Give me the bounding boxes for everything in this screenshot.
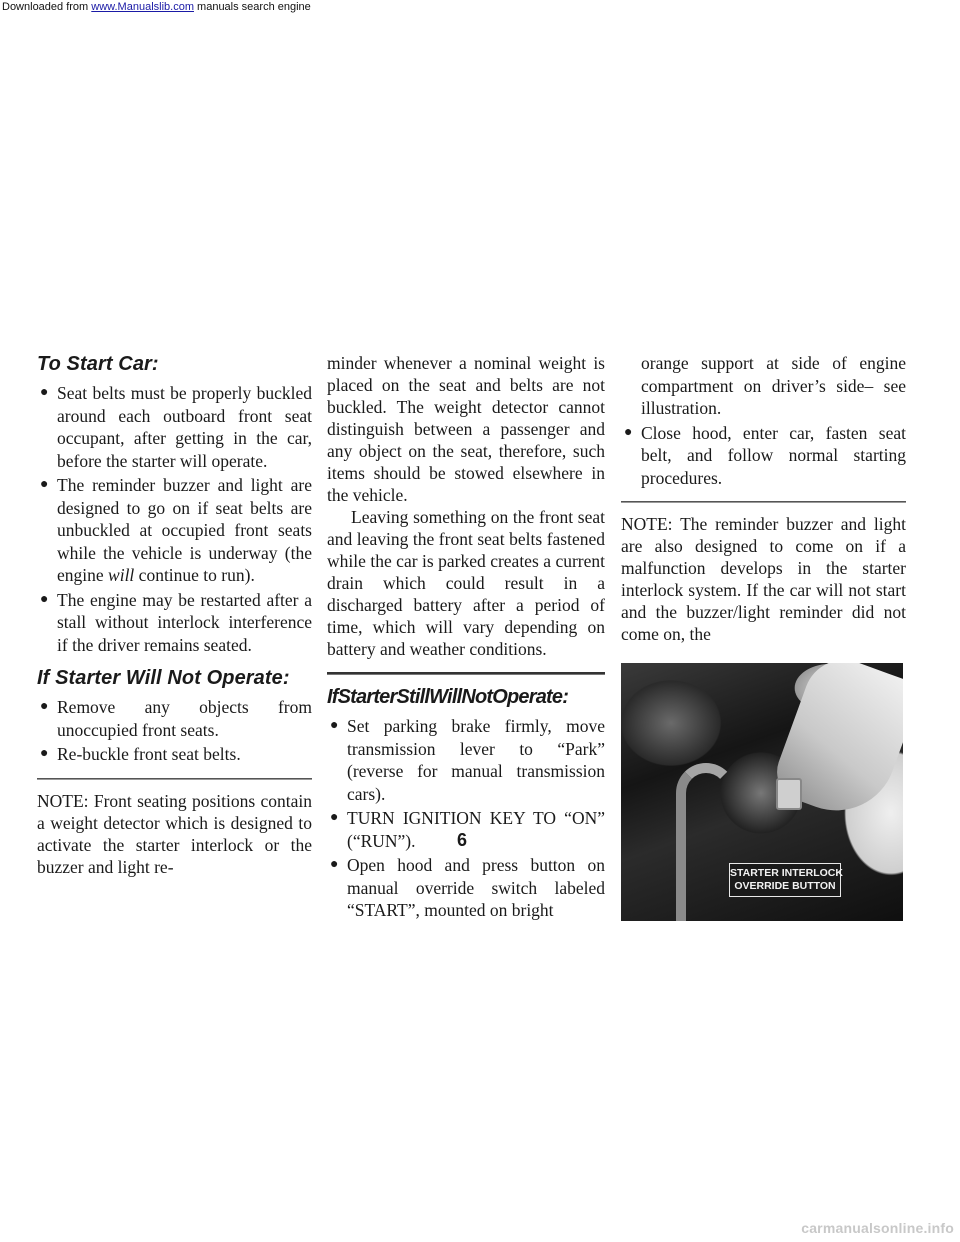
heading-starter-will-not-operate: If Starter Will Not Operate:	[37, 667, 290, 689]
bullet-icon: ●	[330, 810, 339, 825]
paragraph-battery-drain: Leaving something on the front seat and leaving the front seat belts fastened while the car is parked creates a current drain which could result in a discharged battery after a period of time, which will vary depending on battery and weather conditions.	[327, 507, 605, 659]
list-item-tail: continue to run).	[134, 565, 255, 585]
column-3	[621, 352, 906, 921]
list-item	[37, 474, 312, 587]
note-malfunction: NOTE: The reminder buzzer and light are also designed to come on if a malfunction develops in the starter interlock system. If the car will not start and the buzzer/light reminder did not come on, the	[621, 514, 906, 644]
column-1	[37, 352, 312, 878]
bullet-icon: ●	[40, 385, 49, 400]
list-item-text: TURN IGNITION KEY TO “ON” (“RUN”).	[347, 808, 605, 851]
bullet-icon: ●	[330, 857, 339, 872]
bullet-icon: ●	[330, 718, 339, 733]
list-item-text: Remove any objects from unoccupied front seats.	[57, 697, 312, 740]
list-item	[37, 589, 312, 657]
emphasis-will: will	[108, 565, 135, 585]
bullet-icon: ●	[40, 477, 49, 492]
footer-watermark: carmanualsonline.info	[801, 1220, 954, 1236]
banner-suffix: manuals search engine	[193, 1, 311, 13]
divider	[327, 672, 605, 675]
bullet-icon: ●	[40, 591, 49, 607]
note-weight-detector: NOTE: Front seating positions contain a weight detector which is designed to activate the starter interlock or the buzzer and light re-	[37, 790, 312, 877]
divider	[621, 501, 906, 503]
page-number: 6	[456, 830, 467, 850]
list-item-text: Seat belts must be properly buckled around each outboard front seat occupant, after getting in the car, before the starter will operate.	[57, 383, 312, 471]
photo-caption-line-2: OVERRIDE BUTTON	[734, 880, 836, 892]
list-item-text: Close hood, enter car, fasten seat belt, and follow normal starting procedures.	[641, 422, 906, 488]
list-item-text: The engine may be restarted after a stall without interlock interference if the driver remains seated.	[57, 589, 312, 655]
download-banner	[0, 0, 960, 14]
list-item-continued	[621, 352, 906, 420]
list-item	[327, 854, 605, 922]
banner-prefix: Downloaded from	[2, 1, 92, 13]
starter-list	[37, 696, 312, 766]
bullet-icon: ●	[624, 424, 633, 440]
bullet-icon: ●	[40, 699, 49, 714]
heading-starter-still-will-not-operate: IfStarterStillWillNotOperate:	[327, 686, 569, 708]
list-item-text: orange support at side of engine compartment on driver’s side– see illustration.	[641, 353, 906, 418]
list-item-text: Set parking brake firmly, move transmission lever to “Park” (reverse for manual transmission cars).	[347, 716, 605, 804]
manualslib-link[interactable]: www.Manualslib.com	[91, 1, 194, 13]
list-item	[327, 715, 605, 805]
bullet-icon: ●	[40, 746, 49, 761]
start-car-list	[37, 382, 312, 656]
list-item	[37, 743, 312, 766]
divider	[37, 778, 312, 780]
list-item	[621, 422, 906, 490]
list-item-text: Open hood and press button on manual override switch labeled “START”, mounted on bright	[347, 855, 605, 920]
override-steps-list	[327, 715, 605, 922]
paragraph-weight-detector-cont: minder whenever a nominal weight is placed on the seat and belts are not buckled. The weight detector cannot distinguish between a passenger and any object on the seat, therefore, such items should be stowed elsewhere in the vehicle.	[327, 353, 605, 505]
heading-to-start-car: To Start Car:	[37, 353, 159, 375]
list-item	[37, 696, 312, 741]
continued-list	[621, 352, 906, 489]
override-switch-shape	[776, 778, 802, 810]
hose-shape	[676, 763, 736, 921]
photo-caption-line-1: STARTER INTERLOCK	[730, 867, 843, 879]
list-item	[37, 382, 312, 472]
list-item-text: Re-buckle front seat belts.	[57, 744, 241, 764]
photo-caption-box	[729, 863, 841, 897]
list-item-text: The reminder buzzer and light are designed to go on if seat belts are unbuckled at occupied front seats while the vehicle is underway (the engine	[57, 475, 312, 585]
engine-compartment-photo	[621, 663, 903, 921]
